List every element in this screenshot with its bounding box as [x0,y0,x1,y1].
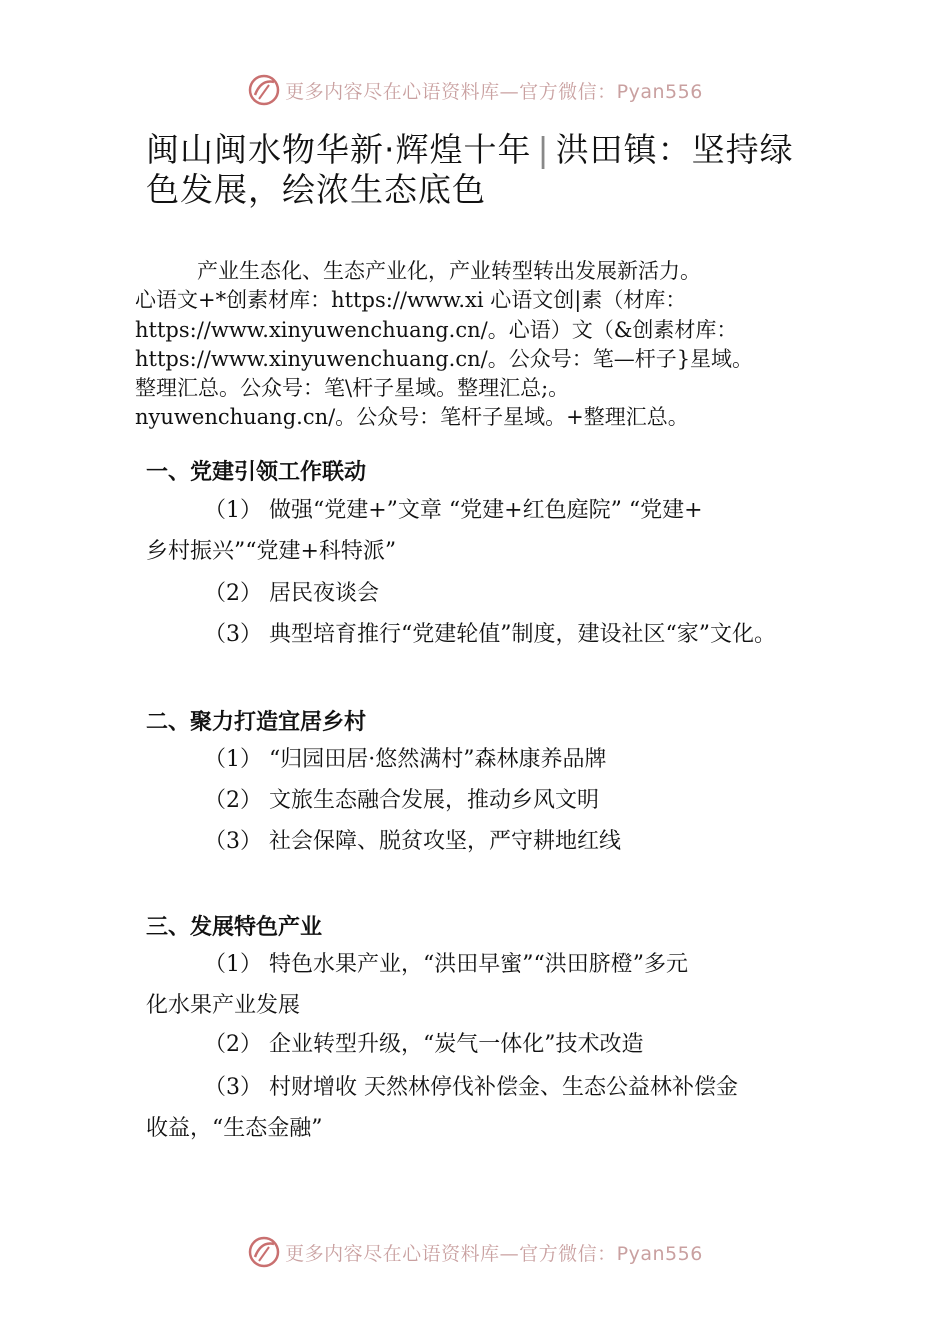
intro-paragraph [135,257,845,433]
section-heading: 三、发展特色产业 [146,915,323,940]
title-part2: 洪田镇：坚持绿色发展，绘浓生态底色 [146,130,794,209]
section-heading: 一、党建引领工作联动 [146,460,367,485]
list-item: （1） 做强“党建+”文章 “党建+红色庭院” “党建+ 乡村振兴”“党建+科特派” [146,498,703,564]
list-item: （1） “归园田居·悠然满村”森林康养品牌 [204,747,607,772]
list-item: （3） 典型培育推行“党建轮值”制度，建设社区“家”文化。 [204,622,776,647]
intro-line: 产业生态化、生态产业化，产业转型转出发展新活力。 [197,259,701,283]
watermark-banner-bottom [0,1232,950,1272]
watermark-banner-top [0,70,950,110]
brand-logo-icon [247,1235,281,1269]
intro-line: https://www.xinyuwenchuang.cn/。心语）文（&创素材库： [135,317,738,342]
wechat-id: Pyan556 [616,1242,703,1265]
page-title [146,130,826,210]
title-separator: | [537,130,550,169]
section-heading: 二、聚力打造宜居乡村 [146,710,367,735]
intro-line: https://www.xinyuwenchuang.cn/。公众号：笔—杆子}星域。 [135,346,754,371]
title-part1: 闽山闽水物华新·辉煌十年 [146,130,532,169]
brand-logo-icon [247,73,281,107]
list-item: （3） 村财增收 天然林停伐补偿金、生态公益林补偿金 收益，“生态金融” [146,1075,738,1141]
watermark-text: 更多内容尽在心语资料库—官方微信：Pyan556 [285,1242,703,1265]
intro-line: 心语文+*创素材库：https://www.xi 心语文创|素（材库： [135,288,687,313]
intro-line: 整理汇总。公众号：笔\杆子星域。整理汇总;。 [135,376,570,401]
wechat-id: Pyan556 [616,80,703,103]
intro-line: nyuwenchuang.cn/。公众号：笔杆子星域。+整理汇总。 [135,405,689,430]
list-item: （2） 居民夜谈会 [204,581,379,606]
list-item: （2） 企业转型升级，“炭气一体化”技术改造 [204,1032,644,1057]
watermark-text: 更多内容尽在心语资料库—官方微信：Pyan556 [285,80,703,103]
list-item: （3） 社会保障、脱贫攻坚，严守耕地红线 [204,829,621,854]
list-item: （2） 文旅生态融合发展，推动乡风文明 [204,788,599,813]
list-item: （1） 特色水果产业，“洪田早蜜”“洪田脐橙”多元 化水果产业发展 [146,952,688,1018]
